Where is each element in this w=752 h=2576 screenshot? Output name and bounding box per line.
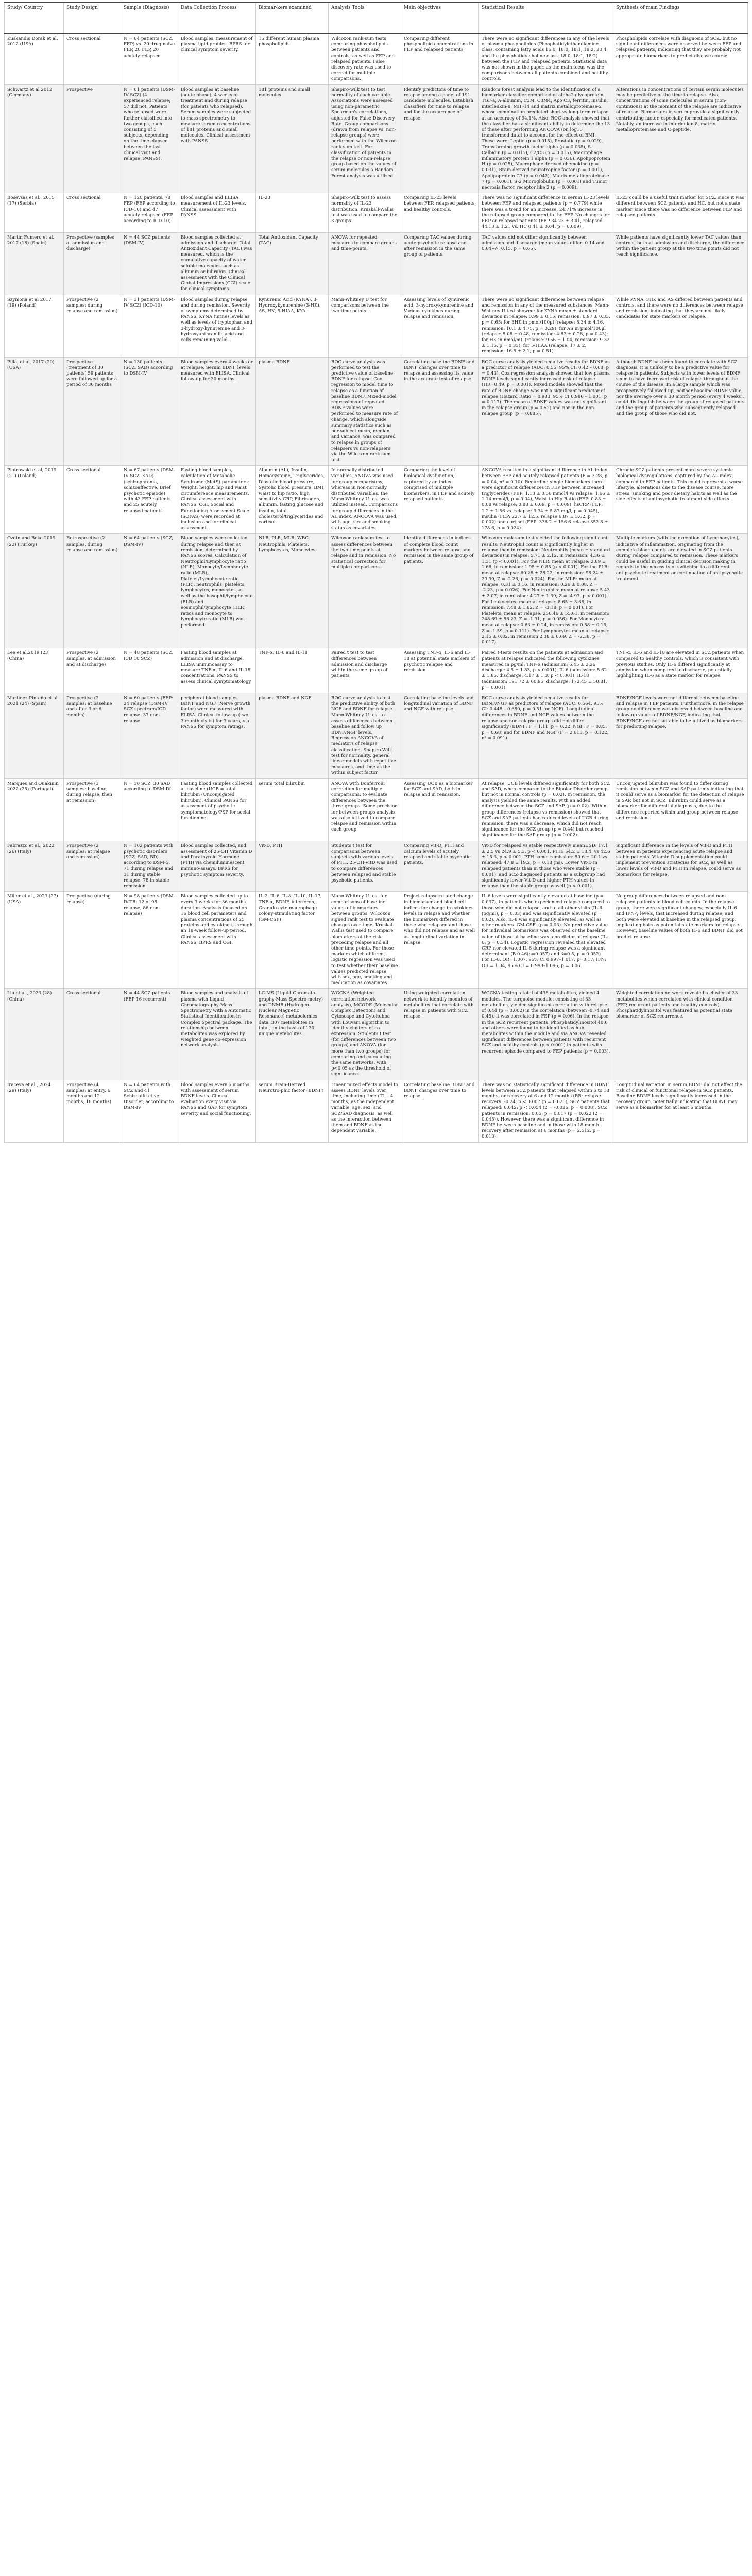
cell-design: Prospective (samples at admission and discharge): [64, 232, 121, 295]
cell-collection: Blood samples were collected during relapse and then at remission, determined by PANSS scores. Calculation of Neutrophil/Lymphocyte ratio (NLR), Monocyte/Lymphocyte ratio (MLR), Platelet/Lymphocyte ratio (PLR), neutrophils, platelets, lymphocytes, monocytes, as well as the basophil/lymphocyte (BLR) and eosinophil/lymphocyte (ELR) ratios and monocyte to lymphocyte ratio (MLR) was performed.: [178, 534, 256, 648]
cell-objectives: Assessing TNF-α, IL-6 and IL-18 at potential state markers of psychotic relapse and remission.: [401, 648, 479, 693]
cell-study: Martin Fumero et al., 2017 (18) (Spain): [5, 232, 64, 295]
cell-tools: Shapiro-wilk test to assess normality of IL-23 distribution. Kruskall-Wallis test was used to compare the 3 groups.: [329, 193, 401, 232]
cell-biomarkers: Albumin (AL), Insulin, Homocysteine, Triglycerides, Diastolic blood pressure, Systolic blood pressure, BMI, waist to hip ratio, high sensitivity CRP, Fibrinogen, albumin, fasting glucose and insulin, total cholesterol/triglycerides and cortisol.: [256, 466, 329, 534]
cell-design: Prospective: [64, 84, 121, 193]
cell-study: Iraceva et al., 2024 (29) (Italy): [5, 1080, 64, 1142]
cell-collection: Fasting blood samples at admission and at discharge. ELISA immunoassay to measure TNF-α, IL-6 and IL-18 concentrations. PANSS to assess clinical symptomatology.: [178, 648, 256, 693]
cell-design: Retrospe-ctive (2 samples, during relapse and remission): [64, 534, 121, 648]
cell-design: Prospective (2 samples, at admission and at discharge): [64, 648, 121, 693]
header-biomarkers: Biomar-kers examined: [256, 3, 329, 33]
table-row: [5, 841, 748, 892]
cell-study: Miller et al., 2023 (27) (USA): [5, 892, 64, 989]
cell-synthesis: Chronic SCZ patients present more severe systemic biological dysregulations, captured by the AL index, compared to FEP patients. This could represent a worse lifestyle, alterations due to the disease course, more stress, smoking and poor dietary habits as well as the side effects of antipsychotic treatment side effects.: [613, 466, 748, 534]
cell-biomarkers: 181 proteins and small molecules: [256, 84, 329, 193]
table-row: [5, 84, 748, 193]
table-row: [5, 648, 748, 693]
cell-biomarkers: Vit-D, PTH: [256, 841, 329, 892]
cell-biomarkers: Total Antioxidant Capacity (TAC): [256, 232, 329, 295]
table-row: [5, 295, 748, 357]
cell-tools: Mann-Whitney U test for comparisons between the two time points.: [329, 295, 401, 357]
cell-synthesis: While KYNA, 3HK and AS differed between patients and controls, and there were no differences between relapse and remission, indicating that they are not likely candidates for state markers or relapse.: [613, 295, 748, 357]
cell-sample: N = 130 patients (SCZ, SAD) according to DSM-IV: [121, 357, 178, 466]
cell-collection: Fasting blood samples collected at baseline (UCB = total bilirubin (Unconjugated bilirubin). Clinical PANSS for assessment of psychotic symptomatology/PSP for social functioning.: [178, 778, 256, 841]
cell-biomarkers: TNF-α, IL-6 and IL-18: [256, 648, 329, 693]
cell-synthesis: Phospholipids correlate with diagnosis of SCZ, but no significant differences were observed between FEP and relapsed patients, indicating that they are probably not appropriate biomarkers to predict disease course.: [613, 33, 748, 84]
cell-objectives: Comparing Vit-D, PTH and calcium levels of acutely relapsed and stable psychotic patients.: [401, 841, 479, 892]
cell-biomarkers: plasma BDNF and NGF: [256, 693, 329, 778]
table-row: [5, 466, 748, 534]
table-row: [5, 33, 748, 84]
cell-collection: Blood samples collected at admission and discharge. Total Antioxidant Capacity (TAC) was measured, which is the cumulative capacity of water soluble molecules such as albumin or bilirubin. Clinical assessment with the Clinical Global Impressions (CGI) scale for clinical symptoms.: [178, 232, 256, 295]
cell-tools: ANOVA for repeated measures to compare groups and time-points.: [329, 232, 401, 295]
cell-results: At relapse, UCB levels differed significantly for both SCZ and SAD, when compared to the Bipolar Disorder group, but not in normal controls (p = 0.02). In remission, the analysis yielded the same results, with an added difference between the SCZ and SAP (p = 0.02). Within group differences (relapse vs remission) showed that SCZ and SAP patients had reduced levels of UCB during remission, there was a decrease, which did not reach significance for the SCZ group (p = 0.44) but reached significance for the SAP group (p = 0.002).: [479, 778, 613, 841]
cell-results: Wilcoxon rank-sum test yielded the following significant results: Neutrophil count is significantly higher in relapse than in remission: Neutrophils (mean ± standard deviation) in relapse: 5.71 ± 2.12, in remission: 4.36 ± 1.31 (p < 0.001). For the NLR: mean at relapse: 2.89 ± 1.66, in remission: 1.95 ± 0.85 (p < 0.001). For the PLR: mean at relapse: 60.28 ± 28.22, in remission: 98.24 ± 29.99, Z = -2.26, p = 0.024). For the MLR: mean at relapse: 0.31 ± 0.16, in remission: 0.26 ± 0.08, Z = -2.23, p = 0.026). For Neutrophils: mean at relapse: 5.43 ± 2.07, in remission: 4.27 ± 1.39, Z = -4.97, p < 0.001). For Leukocytes: mean at relapse: 8.65 ± 3.68, in remission: 7.48 ± 1.82, Z = -3.18, p = 0.001). For Platelets: mean at relapse: 256.46 ± 55.61, in remission: 248.69 ± 56.23, Z = -1.91, p = 0.056). For Monocytes: mean at relapse: 0.63 ± 0.24, in remission: 0.58 ± 0.15, Z = -1.59, p = 0.111). For Lymphocytes mean at relapse: 2.15 ± 0.82, in remission 2.38 ± 0.69, Z = -2.38, p = 0.017).: [479, 534, 613, 648]
cell-results: There was no statistically significant difference in BDNF levels between SCZ patients that relapsed within 6 to 18 months, or recovery at 6 and 12 months (RR: relapse-recovery: -0.24, p < 0.007 (p = 0.025); SCZ patients that relapsed: 0.042: p < 0.054 (2 = -0.026; p = 0.008), SCZ patients in remission: 0.05; p = 0.017 (p = 0.022 (2 = 0.045)). However, there was a significant difference in BDNF between baseline and in those with 18-month recovery after remission at 6 months (p = 2,512, p = 0.013).: [479, 1080, 613, 1142]
cell-collection: Blood samples collected up to every 3 weeks for 36 months duration. Analysis focused on 16 blood cell parameters and plasma concentrations of 25 proteins and cytokines, through an 18-week follow-up period. Clinical assessment with PANSS, BPRS and CGI.: [178, 892, 256, 989]
cell-biomarkers: Kynurenic Acid (KYNA), 3-Hydroxykynurenine (3-HK), AS, HK, 5-HIAA, KYA: [256, 295, 329, 357]
cell-sample: N = 30 SCZ, 30 SAD according to DSM-IV: [121, 778, 178, 841]
header-design: Study Design: [64, 3, 121, 33]
cell-sample: N = 98 patients (DSM-IV-TR: 12 of 98 relapse, 86 non-relapse): [121, 892, 178, 989]
header-tools: Analysis Tools: [329, 3, 401, 33]
cell-design: Prospective (treatment of 30 patients) 59 patients were followed up for a period of 30 months: [64, 357, 121, 466]
table-row: [5, 193, 748, 232]
cell-design: Prospective (during relapse): [64, 892, 121, 989]
cell-results: Vit-D for relapsed vs stable respectively mean±SD: 17.1 ± 2.5 vs 24.9 ± 5.3, p < 0.001. PTH: 54.2 ± 18.4, vs 42.6 ± 15.3, p < 0.001. PTH same: remission: 50.6 ± 20.1 vs relapsed: 47.8 ± 19.2, p = 0.18 (ns). Lower Vit-D in relapsed patients than in those who were stable (p = 0.001), and SCZ-diagnosed patients as a subgroup had significantly lower Vit-D and higher PTH values in relapse than the stable group as well (p < 0.001).: [479, 841, 613, 892]
cell-results: WGCNA testing a total of 438 metabolites, yielded 4 modules. The turquoise module, consisting of 33 metabolites, yielded significant correlation with relapse of 0.44 (p = 0.002) in the correlation (between -0.74 and 0.45), it was correlated in FEP (p = 0.06). In the relapse, in the SCZ recurrent patients, Phosphatidylinositol 40:6 and others were found to be identified as hub metabolites within the module and via ANOVA revealed significant differences between patients with recurrent SCZ and healthy controls (p < 0.001) in patients with recurrent episode compared to FEP patients (p = 0.003).: [479, 989, 613, 1080]
cell-biomarkers: IL-2, IL-6, IL-8, IL-10, IL-17, TNF-α, BDNF, interferon, Granulo-cyte-macrophage colony-stimulating factor (GM-CSF): [256, 892, 329, 989]
table-row: [5, 989, 748, 1080]
cell-tools: Students t test for comparisons between subjects with various levels of PTH. 25-OH-VitD was used to compare differences between relapsed and stable psychotic patients.: [329, 841, 401, 892]
cell-tools: Linear mixed effects model to assess BDNF levels over time, including time (T1 – 4 months) as the independent variable, age, sex, and SCZ/SAD diagnosis, as well as the interaction between them and BDNF as the dependent variable.: [329, 1080, 401, 1142]
cell-tools: Wilcoxon rank-sum tests comparing phospholipids between patients and controls; as well as FEP and relapsed patients. False discovery rate was used to correct for multiple comparisons.: [329, 33, 401, 84]
header-row: [5, 3, 748, 33]
cell-results: ROC curve analysis yielded negative results for BDNF/NGF as predictors of relapse (AUC: 0.564, 95% CI: 0.448 – 0.680, p = 0.51 for NGF). Longitudinal differences in BDNF and NGF values between the relapse and non-relapse groups did not differ significantly (BDNF: F = 1.11, p = 0.22, NGF: F = 0.85, p = 0.68) and for BDNF and NGF (F = 2.615, p = 0.122, n² = 0.091).: [479, 693, 613, 778]
table-row: [5, 693, 748, 778]
table-header: [5, 3, 748, 33]
cell-objectives: Identify differences in indices of complete blood count markers between relapse and remission in the same group of patients.: [401, 534, 479, 648]
table-row: [5, 534, 748, 648]
cell-collection: Blood samples every 4 weeks or at relapse. Serum BDNF levels measured with ELISA. Clinical follow-up for 30 months.: [178, 357, 256, 466]
cell-synthesis: Unconjugated bilirubin was found to differ during remission between SCZ and SAP patients indicating that it could serve as a biomarker for the detection of relapse in SAP, but not in SCZ. Bilirubin could serve as a biomarker for differential diagnosis, due to the difference reported within and group between relapse and remission.: [613, 778, 748, 841]
cell-synthesis: Weighted correlation network revealed a cluster of 33 metabolites which correlated with clinical condition (FEP, recurrent patients and healthy controls). Phosphatidylinositol was featured as potential state biomarker of SCZ recurrence.: [613, 989, 748, 1080]
cell-results: IL-6 levels were significantly elevated at baseline (p = 0.037), in patients who experienced relapse compared to those who did not relapse, and to all other visits (IL-6 (pg/ml), p = 0.03) and was significantly elevated (p = 0.02). Also, IL-8 was significantly elevated, as well as other markers. GM-CSF: (p = 0.03). No predictive value for individual biomarkers was observed or the baseline value of those at baseline was a predictor of relapse (IL-6: p = 0.34). Logistic regression revealed that elevated CRP, nor elevated IL-6 during relapse was a significant determinant (B 0.46(p=0.057) and β=0.5, p = 0.052). For IL-8, OR=1.007, 95% CI 0.997–1.017, p=0.17; IFN: OR = 1.04, 95% CI = 0.998–1.096, p = 0.06.: [479, 892, 613, 989]
cell-study: Marques and Ouakinin 2022 (25) (Portugal): [5, 778, 64, 841]
cell-objectives: Correlating baseline BDNF and BDNF changes over time to relapse.: [401, 1080, 479, 1142]
cell-sample: N = 44 SCZ patients (DSM-IV): [121, 232, 178, 295]
cell-objectives: Comparing IL-23 levels between FEP, relapsed patients, and healthy controls.: [401, 193, 479, 232]
cell-tools: ROC curve analysis was performed to test the predictive value of baseline BDNF for relapse. Cox regression to model time to relapse as a function of baseline BDNF. Mixed-model regressions of repeated BDNF values were performed to measure rate of change, which alongside summary statistics such as per-subject mean, median, and variance, was compared to relapse in groups of relapsers vs non-relapsers via the Wilcoxon rank sum test.: [329, 357, 401, 466]
cell-synthesis: Longitudinal variation in serum BDNF did not affect the risk of clinical or functional relapse in SCZ patients. Baseline BDNF levels significantly increased in the recovery group, potentially indicating that BDNF may serve as a biomarker for at least 6 months.: [613, 1080, 748, 1142]
header-study: Study/ Country: [5, 3, 64, 33]
cell-tools: ROC curve analysis to test the predictive ability of both NGF and BDNF for relapse. Mann-Whitney U test to assess differences between baseline and follow up BDNF/NGF levels. Regression ANCOVA of mediators of relapse classification. Shapiro-Wilk test for normality, general linear models with repetitive measures, and time as the within subject factor.: [329, 693, 401, 778]
cell-collection: Blood samples during relapse and during remission. Severity of symptoms determined by PANSS. KYNA (urine) levels as well as levels of tryptophan and 3-hydroxy-kynurenine and 3-hydroxyanthranilic acid and cells remaining valid.: [178, 295, 256, 357]
cell-design: Prospective (2 samples: at baseline and after 3 or 6 months): [64, 693, 121, 778]
cell-tools: In normally distributed variables, ANOVA was used for group comparisons, whereas in non-normally distributed variables, the Mann-Whitney U test was utilized instead. Comparisons for group differences in the AL index, ANCOVA was used, with age, sex and smoking status as covariates.: [329, 466, 401, 534]
cell-objectives: Project relapse-related change in biomarker and blood cell indices for change in cytokines levels in relapse and whether the biomarkers differed in those who relapsed and those who did not relapse and as well as longitudinal variation in relapse.: [401, 892, 479, 989]
cell-study: Piotrowski et al, 2019 (21) (Poland): [5, 466, 64, 534]
cell-results: Paired t-tests results on the patients at admission and patients at relapse indicated the following cytokines measured in pg/ml: TNF-α (admission: 6.45 ± 2.26, discharge: 4.5 ± 1.83, p < 0.001), IL-6 (admission: 5.62 ± 1.85, discharge: 4.17 ± 1.3, p < 0.001), IL-18 (admission: 191.72 ± 60.95, discharge: 172.45 ± 50.81, p = 0.001).: [479, 648, 613, 693]
cell-sample: N = 31 patients (DSM-IV SCZ) (ICD-10): [121, 295, 178, 357]
cell-biomarkers: serum total bilirubin: [256, 778, 329, 841]
cell-collection: Blood samples, measurement of plasma lipid profiles. BPRS for clinical symptom severity.: [178, 33, 256, 84]
table-body: [5, 33, 748, 1142]
cell-objectives: Correlating baseline BDNF and BDNF changes over time to relapse and assessing its value in the accurate test of relapse.: [401, 357, 479, 466]
cell-design: Cross sectional: [64, 193, 121, 232]
cell-collection: Blood samples collected, and assessment of 25-OH Vitamin D and Parathyroid Hormone (PTH) via chemiluminescent immuno-assays. BPRS for psychotic symptom severity.: [178, 841, 256, 892]
cell-design: Cross sectional: [64, 989, 121, 1080]
cell-sample: N = 64 patients (SCZ, FEP) vs. 20 drug naive FEP, 20 FEP, 20 acutely relapsed: [121, 33, 178, 84]
cell-objectives: Correlating baseline levels and longitudinal variation of BDNF and NGF with relapse.: [401, 693, 479, 778]
cell-collection: Blood samples and ELISA measurement of IL-23 levels. Clinical assessment with PANSS.: [178, 193, 256, 232]
cell-study: Pillai et al, 2017 (20) (USA): [5, 357, 64, 466]
cell-biomarkers: IL-23: [256, 193, 329, 232]
cell-objectives: Assessing levels of kynurenic acid, 3-hydroxykynurenine and Various cytokines during relapse and remission.: [401, 295, 479, 357]
table-row: [5, 232, 748, 295]
table-row: [5, 892, 748, 989]
cell-study: Fabrazzo et al., 2022 (26) (Italy): [5, 841, 64, 892]
cell-tools: Paired t test to test differences between admission and discharge within the same group of patients.: [329, 648, 401, 693]
cell-sample: N = 102 patients with psychotic disorders (SCZ, SAD, BD) according to DSM-5. 71 during relapse and 31 during stable relapse, 78 in stable remission: [121, 841, 178, 892]
cell-design: Cross sectional: [64, 466, 121, 534]
cell-tools: Mann-Whitney U test for comparisons of baseline values of biomarkers between groups. Wilcoxon signed rank test to evaluate changes over time. Kruskal-Wallis test used to compare biomarkers at the risk preceding relapse and all other time points. For those markers which differed, logistic regression was used to test whether their baseline values predicted relapse, with sex, age, smoking and medication as covariates.: [329, 892, 401, 989]
cell-tools: Wilcoxon rank-sum test to assess differences between the two time points at relapse and in remission. No statistical correction for multiple comparisons.: [329, 534, 401, 648]
cell-results: TAC values did not differ significantly between admission and discharge (mean values differ: 0.14 and 0.64+/-: 0.15, p = 0.65).: [479, 232, 613, 295]
cell-sample: N = 64 patients (SCZ, DSM-IV): [121, 534, 178, 648]
cell-collection: Fasting blood samples, calculation of Metabolic Syndrome (MetS) parameters: Weight, height, hip and waist circumference measurements. Clinical assessment with PANSS, CGI, Social and Functioning Assessment Scale (SOFAS) were recorded at inclusion and for clinical assessment.: [178, 466, 256, 534]
cell-design: Cross sectional: [64, 33, 121, 84]
table-row: [5, 357, 748, 466]
cell-synthesis: IL-23 could be a useful trait marker for SCZ, since it was different between SCZ patients and HC, but not a state marker, since there was no difference between FEP and relapsed patients.: [613, 193, 748, 232]
cell-design: Prospective (2 samples: at relapse and remission): [64, 841, 121, 892]
cell-sample: N = 48 patients (SCZ, ICD 10 SCZ): [121, 648, 178, 693]
cell-study: Martinez-Pinteño et al. 2021 (24) (Spain): [5, 693, 64, 778]
cell-study: Kuskandis Dorak et al. 2012 (USA): [5, 33, 64, 84]
cell-objectives: Comparing the level of biological dysfunction, captured by an index comprised of multiple biomarkers, in FEP and acutely relapsed patients.: [401, 466, 479, 534]
cell-design: Prospective (2 samples; during relapse and remission): [64, 295, 121, 357]
header-objectives: Main objectives: [401, 3, 479, 33]
cell-synthesis: Significant difference in the levels of Vit-D and PTH between in patients experiencing acute relapse and stable patients. Vitamin D supplementation could implement prevention strategies for SCZ, as well as lower levels of Vit-D and PTH in relapse, could serve as biomarkers for relapse.: [613, 841, 748, 892]
cell-synthesis: TNF-α, IL-6 and IL-18 are elevated in SCZ patients when compared to healthy controls, which is consistent with previous studies. Only IL-6 differed significantly at admission when compared to discharge, potentially highlighting IL-6 as a state marker for relapse.: [613, 648, 748, 693]
cell-objectives: Using weighted correlation network to identify modules of metabolites that correlate with relapse in patients with SCZ relapse.: [401, 989, 479, 1080]
cell-objectives: Comparing different phospholipid concentrations in FEP and relapsed patients: [401, 33, 479, 84]
cell-biomarkers: plasma BDNF: [256, 357, 329, 466]
cell-results: There were no significant differences in any of the levels of plasma phospholipids (Phosphatidylethanolamine class, containing fatty acids 16:0, 18:0, 18:1, 18:2, 20:4 and the phosphatidylcholine class, 18:0, 18:1, 18:2) between the FEP and relapsed patients. Statistical data was not shown in the paper, as the main focus was the comparisons between all patients combined and healthy controls.: [479, 33, 613, 84]
cell-biomarkers: serum Brain-Derived Neurotro-phic factor (BDNF): [256, 1080, 329, 1142]
cell-study: Lee et al.2019 (23) (China): [5, 648, 64, 693]
cell-results: There was no significant difference in serum IL-23 levels between FEP and relapsed patients (p = 0.779) while there was a trend for an increase. 24.71% increase in the relapsed group compared to the FEP. No changes for FEP or relapsed patients (FEP 34.23 ± 3.41, relapsed 44.13 ± 1.21 vs. HC 0.41 ± 0.04, p = 0.009).: [479, 193, 613, 232]
cell-objectives: Comparing TAC values during acute psychotic relapse and after remission in the same group of patients.: [401, 232, 479, 295]
cell-results: ROC curve analysis yielded negative results for BDNF as a predictor of relapse (AUC: 0.55, 95% CI: 0.42 – 0.68, p = 0.43). Cox regression analysis showed that low plasma BDNF levels significantly increased risk of relapse (HR=0.49, p = 0.001). Mixed models showed that the rate of BDNF change was not a significant predictor of relapse (Hazard Ratio = 0.983, 95% CI 0.986 – 1.001, p = 0.117). The mean of BDNF values was not significant in the relapse group (p = 0.52) and nor in the non-relapse group (p = 0.885).: [479, 357, 613, 466]
cell-sample: N = 61 patients (DSM-IV SCZ) (4 experienced relapse; 57 did not. Patients who relapsed were further classified into two groups, each consisting of 5 subjects, depending on the time elapsed between the last clinical visit and relapse. PANSS).: [121, 84, 178, 193]
cell-study: Bosevsas et al., 2015 (17) (Serbia): [5, 193, 64, 232]
cell-synthesis: Multiple markers (with the exception of Lymphocytes), indicative of inflammation, originating from the complete blood counts are elevated in SCZ patients during relapse compared to remission. These markers could be useful in guiding clinical decision making in regards to the necessity of switching to a different antipsychotic treatment or continuation of antipsychotic treatment.: [613, 534, 748, 648]
cell-tools: WGCNA (Weighted correlation network analysis), MCODE (Molecular Complex Detection) and Cytoscape and Cytohubba with Louvain algorithm to identify clusters of co-expression. Students t test (for differences between two groups) and ANOVA (for more than two groups) for comparing and calculating the same networks, with p<0.05 as the threshold of significance.: [329, 989, 401, 1080]
cell-results: Random forest analysis lead to the identification of a biomarker classifier comprised of alpha2-glycoprotein, TGF-a, A-albumin, C3M, C3M4, Apo C3, ferritin, insulin, interleukin-8, MIF-14 and matrix metalloproteinase-2 whose combination predicted short vs long-term relapse at an accuracy of 94.1%. Also, ROC analysis showed that the classifier has a significant ability to determine the 13 of these after performing ANCOVA (on log10 transformed data) to account for the effect of BMI. These were: Leptin (p = 0.015), Prostatic (p = 0.029), Transforming growth factor alpha (p = 0.038), S-Calbidin (p = 0.015), C2/C3 (p = 0.015), Macrophage inflammatory protein 1 alpha (p = 0.036), Apolipoprotein H (p = 0.025), Macrophage derived chemokine (p = 0.031), Brain-derived neurotrophic factor (p = 0.001), Apolipoprotein C3 (p = 0.042), Matrix metalloproteinase 7 (p = 0.001), S-2 Microglobulin (p = 0.001) and Tumor necrosis factor receptor like 2 (p = 0.009).: [479, 84, 613, 193]
cell-results: There were no significant differences between relapse and remission in any of the measured substances. Mann-Whitney U test showed: for KYNA mean ± standard deviation in relapse: 0.99 ± 0.15, remission: 0.97 ± 0.33, p = 0.65; for 3HK in pmol/100µl (relapse: 8.34 ± 4.16, remission: 10.1 ± 4.75, p = 0.29); for AS in pmol/100µl (relapse: 5.08 ± 0.48, remission: 4.83 ± 0.28, p = 0.43); for HK in nmol/mL (relapse: 9.56 ± 1.04, remission: 9.32 ± 1.15, p = 0.33); for 5-HIAA (relapse: 17 ± 2, remission: 16.5 ± 2.1, p = 0.51).: [479, 295, 613, 357]
cell-design: Prospective (3 samples: baseline, during relapse, then at remission): [64, 778, 121, 841]
cell-tools: Shapiro-wilk test to test normality of each variable. Associations were assessed using non-parametric Spearman's correlations, adjusted for False Discovery Rate. Group comparisons (drawn from relapse vs. non-relapse groups) were performed with the Wilcoxon rank sum test. For classification of patients in the relapse or non-relapse group based on the values of serum molecules a Random Forest analysis was utilized.: [329, 84, 401, 193]
cell-synthesis: No group differences between relapsed and non-relapsed patients in blood cell counts. In the relapse group, there were significant changes, especially IL-6 and IFN-γ levels, that increased during relapse, and both were elevated at baseline in the relapsed group, implicating both as potential state markers for relapse. However, baseline values of both IL-6 and BDNF did not predict relapse.: [613, 892, 748, 989]
cell-sample: N = 64 patients with SCZ and 41 Schizoaffe-ctive Disorder, according to DSM-IV: [121, 1080, 178, 1142]
header-synthesis: Synthesis of main Findings: [613, 3, 748, 33]
cell-synthesis: BDNF/NGF levels were not different between baseline and relapse in FEP patients. Furthermore, in the relapse group no difference was observed between baseline and follow-up values of BDNF/NGF, indicating that BDNF/NGF are not suitable to be utilized as biomarkers for predicting relapse.: [613, 693, 748, 778]
cell-tools: ANOVA with Bonferroni correction for multiple comparisons, to evaluate differences between the three groups. Some precision for between-groups analysis was also utilized to compare relapse and remission within each group.: [329, 778, 401, 841]
cell-objectives: Identify predictors of time to relapse among a panel of 191 candidate molecules. Establish classifiers for time to relapse and for the occurrence of relapse.: [401, 84, 479, 193]
cell-study: Schwartz et al 2012 (Germany): [5, 84, 64, 193]
header-collection: Data Collection Process: [178, 3, 256, 33]
cell-study: Liu et al., 2023 (28) (China): [5, 989, 64, 1080]
table-row: [5, 778, 748, 841]
cell-objectives: Assessing UCB as a biomarker for SCZ and SAD, both in relapse and in remission.: [401, 778, 479, 841]
cell-synthesis: While patients have significantly lower TAC values than controls, both at admission and discharge, the difference within the patient group at the two time points did not reach significance.: [613, 232, 748, 295]
studies-table: [4, 2, 748, 1143]
cell-study: Ozdin and Boke 2019 (22) (Turkey): [5, 534, 64, 648]
cell-collection: Blood samples every 6 months with assessment of serum BDNF levels. Clinical evaluation every visit via PANSS and GAF for symptom severity and social functioning.: [178, 1080, 256, 1142]
cell-synthesis: Although BDNF has been found to correlate with SCZ diagnosis, it is unlikely to be a predictive value for relapse in patients. Subjects with lower levels of BDNF seem to have increased risk of relapse throughout the course of the disease. In a large sample which was prospectively followed up, neither baseline BDNF value, nor the average over a 30 month period (every 4 weeks), could distinguish between the group of relapsed patients and the group of patients who subsequently relapsed and the group of those who did not.: [613, 357, 748, 466]
cell-sample: N = 67 patients (DSM-IV SCZ, SAD) (schizophrenia, schizoaffective, Brief psychotic episode) with 43 FEP patients and 25 acutely relapsed patients: [121, 466, 178, 534]
cell-biomarkers: 15 different human plasma phospholipids: [256, 33, 329, 84]
cell-collection: Blood samples and analysis of plasma with Liquid Chromatography-Mass Spectrometry with a Automatic Statistical Identification in Complex Spectral package. The relationship between metabolites was explored by weighted gene co-expression network analysis.: [178, 989, 256, 1080]
cell-collection: Blood samples at baseline (acute phase), 4 weeks of treatment and during relapse (for patients who relapsed). Serum samples were subjected to mass spectrometry to measure serum concentrations of 181 proteins and small molecules. Clinical assessment with PANSS.: [178, 84, 256, 193]
cell-biomarkers: LC-MS (Liquid Chromato-graphy-Mass Spectro-metry) and DNMR (Hydrogen-Nuclear Magnetic Resonance) metabolomics data, 307 metabolites in total, on the basis of 130 unique metabolites.: [256, 989, 329, 1080]
cell-synthesis: Alterations in concentrations of certain serum molecules may be predictive of the time to relapse. Also, concentrations of some molecules in serum (non-continuous) at the moment of the relapse are indicative of relapse. Biomarkers in serum provide a significantly contributing factor, especially for medicated patients. Notably, an increase in interleukin-8, matrix metalloproteinase and C-peptide.: [613, 84, 748, 193]
cell-sample: N = 120 patients. 78 FEP (FEP according to ICD-10) and 47 acutely relapsed (FEP according to ICD-10).: [121, 193, 178, 232]
cell-biomarkers: NLR, PLR, MLR, WBC, Neutrophils, Platelets, Lymphocytes, Monocytes: [256, 534, 329, 648]
cell-results: ANCOVA resulted in a significant difference in AL index between FEP and acutely relapsed patients (F = 3.28, p = 0.04, n² = 0.10). Regarding single biomarkers there were significant differences in FEP between increased triglycerides (FEP: 1.13 ± 0.56 mmol/l vs relapse: 1.66 ± 1.14 mmol/l, p = 0.04), Waist to Hip Ratio (FEP: 0.83 ± 0.08 vs relapse: 0.88 ± 0.09, p = 0.009), hsCRP (FEP: 1.2 ± 1.56 vs. relapse: 3.34 ± 5.87 mg/l, p = 0.045), insulin (FEP: 22.7 ± 12.5, relapse 6.87 ± 3.62, p = 0.002) and cortisol (FEP: 336.2 ± 156.6 relapse 352.8 ± 178.6, p = 0.024).: [479, 466, 613, 534]
cell-sample: N = 60 patients (FEP: 24 relapse (DSM-IV SCZ spectrum/ICD relapse: 37 non-relapse: [121, 693, 178, 778]
header-sample: Sample (Diagnosis): [121, 3, 178, 33]
header-results: Statistical Results: [479, 3, 613, 33]
cell-collection: peripheral blood samples, BDNF and NGF (Nerve growth factor) were measured with ELISA. Clinical follow-up (two 3-month visits) for 3 years, via PANSS for symptom ratings.: [178, 693, 256, 778]
cell-study: Szymona et al 2017 (19) (Poland): [5, 295, 64, 357]
table-row: [5, 1080, 748, 1142]
cell-design: Prospective (4 samples: at entry, 6 months and 12 months, 18 months): [64, 1080, 121, 1142]
cell-sample: N = 44 SCZ patients (FEP 16 recurrent): [121, 989, 178, 1080]
